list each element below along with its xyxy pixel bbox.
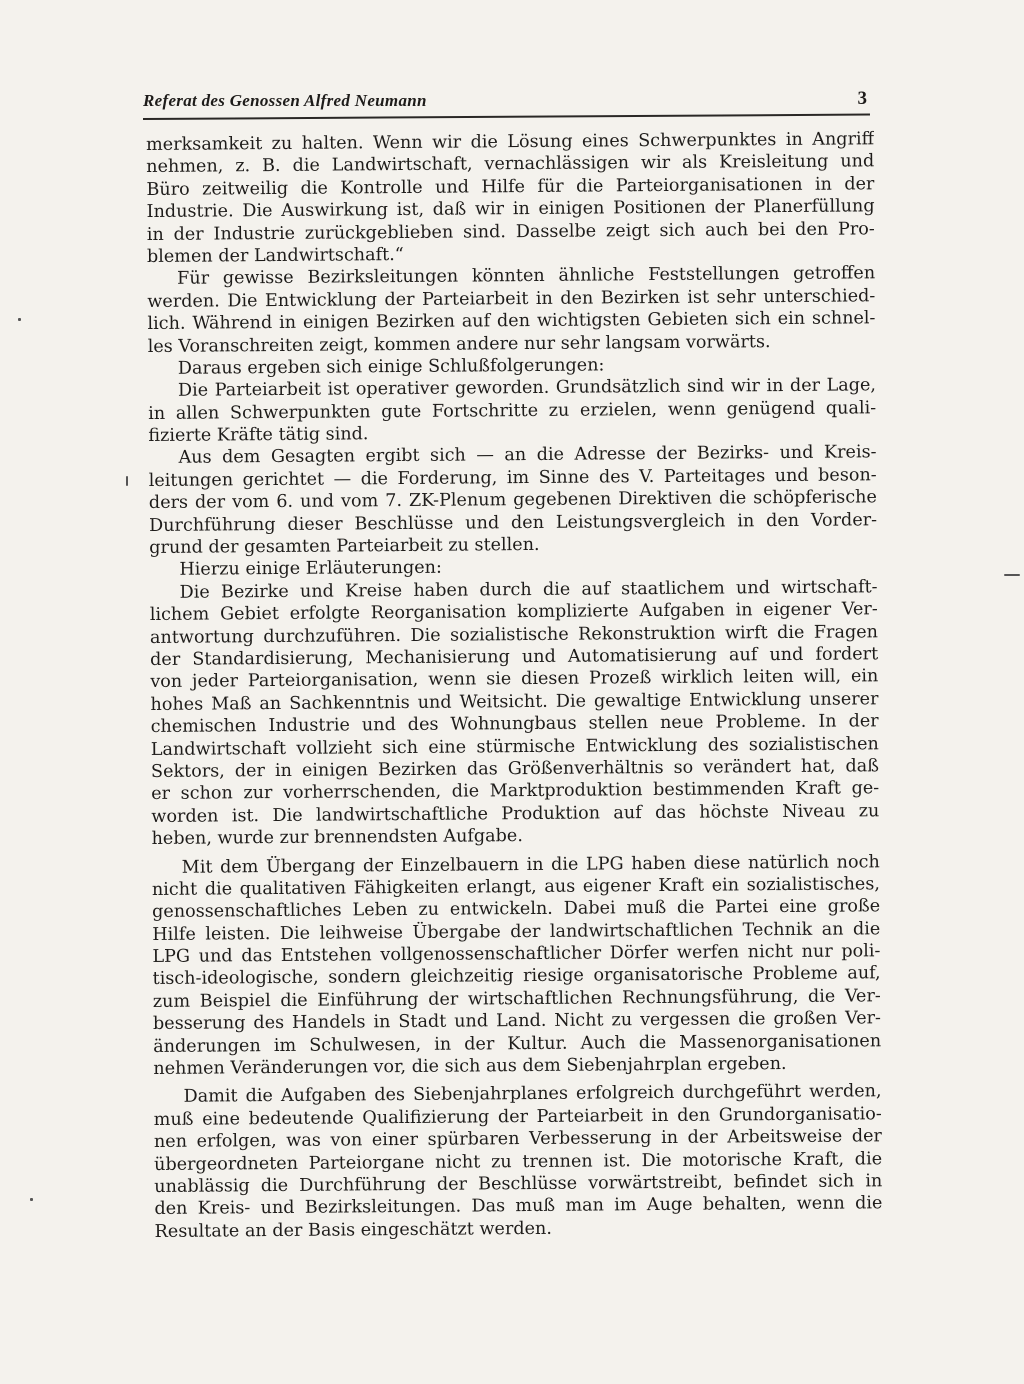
text-line: werden. Die Entwicklung der Parteiarbeit in den Bezirken ist sehr unterschied-: [147, 286, 876, 312]
text-line: in der Industrie zurückgeblieben sind. Dasselbe zeigt sich auch bei den Pro-: [146, 218, 875, 245]
text-line: heben, wurde zur brennendsten Aufgabe.: [151, 826, 523, 850]
text-line: unablässig die Durchführung der Beschlüsse vorwärtstreibt, befindet sich in: [154, 1171, 883, 1197]
text-line: tisch-ideologische, sondern gleichzeitig riesige organisatorische Probleme auf,: [152, 963, 881, 990]
text-line: merksamkeit zu halten. Wenn wir die Lösung eines Schwerpunktes in Angriff: [146, 129, 875, 155]
text-line: Resultate an der Basis eingeschätzt werden.: [154, 1218, 552, 1242]
text-line: nicht die qualitativen Fähigkeiten erlangt, aus eigener Kraft ein sozialistisches,: [151, 874, 880, 900]
page-number: 3: [857, 88, 867, 109]
text-line: worden ist. Die landwirtschaftliche Produktion auf das höchste Niveau zu: [151, 800, 880, 827]
text-line: änderungen im Schulwesen, in der Kultur. Auch die Massenorganisationen: [153, 1030, 882, 1057]
scan-speck: [126, 476, 128, 486]
header-rule: [143, 114, 870, 120]
text-line: Hilfe leisten. Die leihweise Übergabe der landwirtschaftlichen Technik an die: [152, 918, 881, 945]
text-line: Die Parteiarbeit ist operativer geworden. Grundsätzlich sind wir in der Lage,: [177, 375, 877, 402]
text-line: nehmen, z. B. die Landwirtschaft, vernachlässigen wir als Kreisleitung und: [146, 151, 875, 178]
text-line: grund der gesamten Parteiarbeit zu stellen.: [149, 534, 540, 559]
text-line: nen erfolgen, was von einer spürbaren Verbesserung in der Arbeitsweise der: [153, 1126, 882, 1153]
text-line: LPG und das Entstehen vollgenossenschaftlicher Dörfer werfen nicht nur poli-: [152, 941, 881, 968]
text-line: antwortung durchzuführen. Die sozialistische Rekonstruktion wirft die Fragen: [149, 621, 879, 648]
text-line: von jeder Parteiorganisation, wenn sie diesen Prozeß wirklich leiten will, ein: [150, 666, 879, 693]
text-line: er schon zur vorherrschenden, die Marktproduktion bestimmenden Kraft ge-: [151, 778, 880, 805]
text-line: lich. Während in einigen Bezirken auf den wichtigsten Gebieten sich ein schnel-: [147, 308, 876, 335]
text-line: Daraus ergeben sich einige Schlußfolgerungen:: [177, 355, 605, 379]
text-line: Die Bezirke und Kreise haben durch die auf staatlichem und wirtschaft-: [179, 577, 878, 603]
text-line: besserung des Handels in Stadt und Land. Nicht zu vergessen die großen Ver-: [152, 1008, 882, 1035]
scan-speck: [30, 1198, 33, 1201]
text-line: blemen der Landwirtschaft.“: [146, 244, 404, 267]
running-header: [143, 88, 867, 114]
text-line: Büro zeitweilig die Kontrolle und Hilfe für die Parteiorganisationen in der: [146, 174, 875, 200]
text-line: les Voranschreiten zeigt, kommen andere nur sehr langsam vorwärts.: [147, 331, 771, 357]
text-line: Aus dem Gesagten ergibt sich — an die Adresse der Bezirks- und Kreis-: [178, 442, 877, 469]
text-line: Landwirtschaft vollzieht sich eine stürmische Entwicklung des sozialistischen: [150, 733, 879, 760]
text-line: Industrie. Die Auswirkung ist, daß wir in einigen Positionen der Planerfüllung: [146, 196, 875, 223]
text-line: in allen Schwerpunkten gute Fortschritte zu erzielen, wenn genügend quali-: [148, 397, 877, 424]
text-line: fizierte Kräfte tätig sind.: [148, 424, 369, 447]
text-line: Hierzu einige Erläuterungen:: [179, 558, 442, 581]
text-line: lichem Gebiet erfolgte Reorganisation komplizierte Aufgaben in eigener Ver-: [149, 599, 878, 626]
running-title: Referat des Genossen Alfred Neumann: [143, 91, 427, 110]
text-line: übergeordneten Parteiorgane nicht zu trennen ist. Die motorische Kraft, die: [154, 1148, 883, 1175]
text-line: chemischen Industrie und des Wohnungbaus stellen neue Probleme. In der: [150, 711, 879, 738]
text-line: muß eine bedeutende Qualifizierung der Parteiarbeit in den Grundorganisatio-: [153, 1104, 882, 1130]
body-text: [146, 128, 883, 1243]
text-line: Für gewisse Bezirksleitungen könnten ähnliche Feststellungen getroffen: [177, 263, 876, 290]
text-line: der Standardisierung, Mechanisierung und Automatisierung auf und fordert: [150, 644, 879, 670]
text-line: leitungen gerichtet — die Forderung, im Sinne des V. Parteitages und beson-: [148, 465, 877, 491]
scan-speck: [18, 318, 21, 321]
text-line: den Kreis- und Bezirksleitungen. Das muß man im Auge behalten, wenn die: [154, 1193, 883, 1220]
text-line: Durchführung dieser Beschlüsse und den Leistungsvergleich in den Vorder-: [148, 509, 878, 536]
text-line: nehmen Veränderungen vor, die sich aus dem Siebenjahrplan ergeben.: [153, 1054, 787, 1079]
text-line: Sektors, der in einigen Bezirken das Größenverhältnis so verändert hat, daß: [150, 756, 880, 782]
text-line: Mit dem Übergang der Einzelbauern in die LPG haben diese natürlich noch: [181, 851, 880, 878]
text-line: zum Beispiel die Einführung der wirtschaftlichen Rechnungsführung, die Ver-: [152, 986, 881, 1012]
text-line: hohes Maß an Sachkenntnis und Weitsicht. Die gewaltige Entwicklung unserer: [150, 689, 879, 715]
text-line: ders der vom 6. und vom 7. ZK-Plenum gegebenen Direktiven die schöpferische: [148, 487, 877, 514]
text-line: genossenschaftliches Leben zu entwickeln. Dabei muß die Partei eine große: [152, 896, 881, 923]
scan-speck: [1004, 574, 1020, 576]
text-line: Damit die Aufgaben des Siebenjahrplanes erfolgreich durchgeführt werden,: [183, 1081, 882, 1108]
